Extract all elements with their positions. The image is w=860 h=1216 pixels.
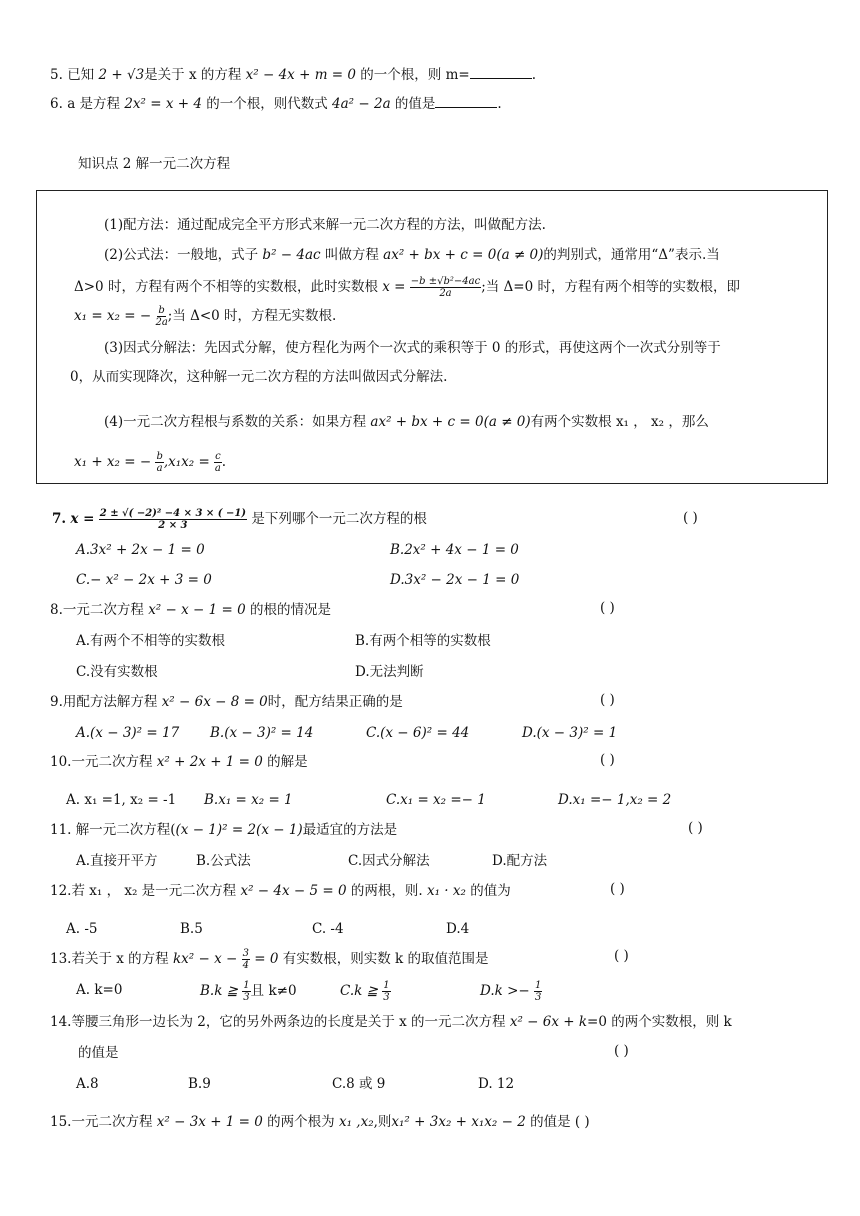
box-text: (2)公式法：一般地，式子 (104, 247, 259, 263)
question-text: 是下列哪个一元二次方程的根 (251, 511, 427, 527)
math-expression: x₁² + 3x₂ + x₁x₂ − 2 (391, 1114, 526, 1130)
question-text: 的一个根，则 m= (360, 67, 470, 83)
fraction (534, 980, 542, 1003)
option-c[interactable]: C.8 或 9 (332, 1076, 386, 1092)
option-d[interactable]: D.x₁ =− 1,x₂ = 2 (558, 792, 672, 808)
option-d[interactable]: D.(x − 3)² = 1 (522, 725, 618, 741)
math-expression: x₁ · x₂ (426, 883, 466, 899)
equal-roots-expression: x₁ = x₂ = − (74, 308, 152, 324)
answer-blank[interactable] (435, 93, 497, 108)
question-text: 的根的情况是 (249, 602, 331, 618)
math-expression: 2 + √3 (98, 67, 145, 83)
sum-of-roots: x₁ + x₂ = − (74, 454, 152, 470)
answer-paren[interactable]: ( ) (610, 881, 625, 897)
fraction-denominator: 3 (535, 992, 542, 1003)
fraction-denominator: 2 × 3 (158, 520, 188, 531)
question-text: 已知 (67, 67, 95, 83)
question-12 (50, 881, 511, 901)
formula-lhs: x = (382, 279, 406, 295)
option-text: D.k >− (480, 983, 530, 999)
question-text: 最适宜的方法是 (302, 822, 398, 838)
question-text: 9.用配方法解方程 (50, 694, 158, 710)
question-11 (50, 820, 397, 840)
fraction-denominator: a (156, 463, 163, 474)
box-line-1: (1)配方法：通过配成完全平方形式来解一元二次方程的方法，叫做配方法. (104, 217, 546, 233)
option-b[interactable]: B.(x − 3)² = 14 (210, 725, 314, 741)
question-14-cont: 的值是 (78, 1045, 119, 1061)
option-d[interactable]: D.无法判断 (355, 664, 424, 680)
option-text: 且 k≠0 (250, 983, 297, 999)
question-13 (50, 948, 489, 971)
equation: x² − 6x + k (509, 1014, 588, 1030)
question-number: 6. (50, 96, 63, 112)
question-text: 13.若关于 x 的方程 (50, 951, 169, 967)
question-text: 14.等腰三角形一边长为 2，它的另外两条边的长度是关于 x 的一元二次方程 (50, 1014, 506, 1030)
question-7 (52, 508, 427, 531)
question-number: 5. (50, 67, 63, 83)
option-text: B.k ≧ (200, 983, 238, 999)
general-equation: ax² + bx + c = 0(a ≠ 0) (370, 414, 531, 430)
equation: x² − x − 1 = 0 (148, 602, 246, 618)
product-of-roots: ,x₁x₂ = (163, 454, 210, 470)
box-line-4 (74, 305, 336, 328)
fraction-numerator: 2 ± √( −2)² −4 × 3 × ( −1) (99, 508, 247, 519)
box-line-7 (104, 412, 709, 432)
question-text: 11. 解一元二次方程( (50, 822, 176, 838)
equation: 2x² = x + 4 (124, 96, 202, 112)
option-c[interactable]: C. -4 (312, 921, 344, 937)
question-5 (50, 64, 536, 85)
fraction (242, 948, 250, 971)
option-b[interactable]: B.5 (180, 921, 203, 937)
box-text: ;当 Δ<0 时，方程无实数根. (167, 308, 337, 324)
fraction (214, 451, 222, 474)
question-15 (50, 1112, 590, 1132)
fraction-denominator: 3 (383, 992, 390, 1003)
option-a[interactable]: A. -5 (66, 921, 98, 937)
question-text: 的两根，则. (350, 883, 423, 899)
equation: x² − 3x + 1 = 0 (156, 1114, 263, 1130)
option-a[interactable]: A. k=0 (76, 982, 123, 998)
equation: x² − 6x − 8 = 0 (161, 694, 268, 710)
question-9 (50, 692, 403, 712)
box-line-5: (3)因式分解法：先因式分解，使方程化为两个一次式的乘积等于 0 的形式，再使这两个一次式分别等于 (104, 340, 721, 356)
question-text: =0 的两个实数根，则 k (587, 1014, 732, 1030)
question-text: 是关于 x 的方程 (144, 67, 242, 83)
question-text: 的解是 (267, 754, 308, 770)
box-text: ;当 Δ=0 时，方程有两个相等的实数根，即 (481, 279, 740, 295)
question-text: 12.若 x₁ ， x₂ 是一元二次方程 (50, 883, 237, 899)
section-title: 知识点 2 解一元二次方程 (78, 156, 231, 172)
question-text: 8.一元二次方程 (50, 602, 144, 618)
option-c[interactable] (340, 980, 391, 1003)
fraction-denominator: 4 (242, 960, 249, 971)
answer-paren[interactable]: ( ) (600, 752, 615, 768)
fraction-numerator: 1 (383, 980, 390, 991)
answer-paren[interactable]: ( ) (600, 692, 615, 708)
question-14 (50, 1012, 732, 1032)
formula-fraction (99, 508, 247, 531)
fraction-numerator: −b ±√b²−4ac (410, 276, 481, 287)
period: . (531, 67, 536, 83)
option-a[interactable]: A.3x² + 2x − 1 = 0 (76, 542, 205, 558)
general-equation: ax² + bx + c = 0(a ≠ 0) (383, 247, 544, 263)
question-text: a 是方程 (67, 96, 121, 112)
equation: x² − 4x − 5 = 0 (240, 883, 347, 899)
option-a[interactable]: A.有两个不相等的实数根 (76, 633, 226, 649)
fraction-denominator: 3 (243, 992, 250, 1003)
question-text: 的值为 (470, 883, 511, 899)
option-a[interactable]: A.直接开平方 (76, 853, 158, 869)
question-6 (50, 93, 502, 114)
question-text: 的值是 (530, 1114, 571, 1130)
question-10 (50, 752, 308, 772)
box-text: 有两个实数根 x₁ ， x₂ ，那么 (530, 414, 709, 430)
answer-paren[interactable]: ( ) (600, 600, 615, 616)
box-line-3 (74, 276, 740, 299)
option-c[interactable]: C.− x² − 2x + 3 = 0 (76, 572, 212, 588)
option-d[interactable]: D.4 (446, 921, 470, 937)
option-c[interactable]: C.没有实数根 (76, 664, 158, 680)
fraction-numerator: b (156, 451, 163, 462)
question-number: 7. (52, 511, 67, 527)
fraction (155, 451, 163, 474)
answer-paren[interactable]: ( ) (683, 510, 698, 526)
option-c[interactable]: C.因式分解法 (348, 853, 430, 869)
fraction-numerator: b (158, 305, 165, 316)
equation: x² + 2x + 1 = 0 (156, 754, 263, 770)
box-line-6: 0，从而实现降次，这种解一元二次方程的方法叫做因式分解法. (70, 369, 448, 385)
fraction-numerator: 1 (535, 980, 542, 991)
option-b[interactable]: B.9 (188, 1076, 211, 1092)
box-text: 叫做方程 (324, 247, 379, 263)
roots-expression: x₁ ,x₂ (338, 1114, 374, 1130)
option-text: C.k ≧ (340, 983, 378, 999)
option-d[interactable] (480, 980, 542, 1003)
option-d[interactable]: D.3x² − 2x − 1 = 0 (390, 572, 520, 588)
question-text: ,则 (373, 1114, 392, 1130)
answer-paren[interactable]: ( ) (574, 1114, 590, 1130)
answer-paren[interactable]: ( ) (614, 948, 629, 964)
answer-paren[interactable]: ( ) (688, 820, 703, 836)
period: . (221, 454, 227, 470)
fraction-numerator: 3 (242, 948, 249, 959)
question-text: 15.一元二次方程 (50, 1114, 153, 1130)
option-c[interactable]: C.x₁ = x₂ =− 1 (386, 792, 486, 808)
quadratic-formula-fraction (410, 276, 481, 299)
answer-blank[interactable] (470, 64, 532, 79)
equation: (x − 1)² = 2(x − 1) (175, 822, 303, 838)
box-line-2 (104, 245, 720, 265)
equation: = 0 (254, 951, 279, 967)
question-8 (50, 600, 331, 620)
fraction (155, 305, 167, 328)
option-b[interactable]: B.有两个相等的实数根 (355, 633, 491, 649)
fraction-denominator: 2a (439, 288, 452, 299)
option-b[interactable]: B.2x² + 4x − 1 = 0 (390, 542, 519, 558)
question-text: 的值是 (394, 96, 436, 112)
question-text: 的两个根为 (267, 1114, 335, 1130)
equation: kx² − x − (172, 951, 238, 967)
fraction-numerator: 1 (243, 980, 250, 991)
discriminant-expression: b² − 4ac (262, 247, 321, 263)
option-a[interactable]: A.(x − 3)² = 17 (76, 725, 180, 741)
question-text: 时，配方结果正确的是 (267, 694, 403, 710)
box-text: (4)一元二次方程根与系数的关系：如果方程 (104, 414, 367, 430)
option-a[interactable]: A.8 (76, 1076, 99, 1092)
option-b[interactable]: B.公式法 (196, 853, 251, 869)
option-a[interactable]: A. x₁ =1, x₂ = -1 (66, 792, 177, 808)
box-line-8 (74, 451, 226, 474)
period: . (497, 96, 502, 112)
question-text: 的一个根，则代数式 (206, 96, 328, 112)
fraction-denominator: 2a (155, 317, 168, 328)
equation: x² − 4x + m = 0 (245, 67, 356, 83)
fraction-numerator: c (215, 451, 221, 462)
formula-lhs: x = (70, 511, 95, 527)
box-text: Δ>0 时，方程有两个不相等的实数根，此时实数根 (74, 279, 378, 295)
fraction-denominator: a (214, 463, 221, 474)
option-d[interactable]: D. 12 (478, 1076, 515, 1092)
option-b[interactable] (200, 980, 297, 1003)
fraction (242, 980, 250, 1003)
box-text: 的判别式，通常用“Δ”表示.当 (543, 247, 720, 263)
question-text: 10.一元二次方程 (50, 754, 153, 770)
question-text: 有实数根，则实数 k 的取值范围是 (282, 951, 489, 967)
math-expression: 4a² − 2a (332, 96, 391, 112)
option-d[interactable]: D.配方法 (492, 853, 548, 869)
option-c[interactable]: C.(x − 6)² = 44 (366, 725, 470, 741)
option-b[interactable]: B.x₁ = x₂ = 1 (204, 792, 293, 808)
fraction (382, 980, 390, 1003)
answer-paren[interactable]: ( ) (614, 1043, 629, 1059)
